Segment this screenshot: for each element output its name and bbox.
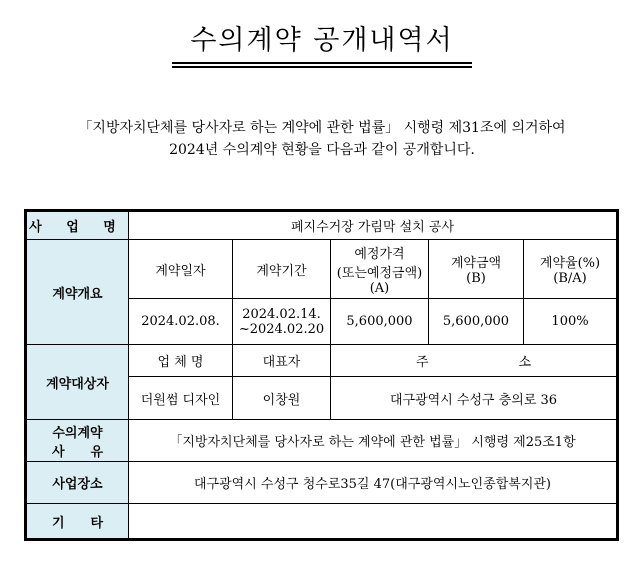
value-address: 대구광역시 수성구 충의로 36	[331, 377, 618, 420]
header-contract-rate: 계약율(%) (B/A)	[524, 240, 618, 299]
etc-value	[129, 504, 618, 540]
value-contract-period: 2024.02.14. ~2024.02.20	[233, 299, 331, 345]
value-representative: 이창원	[233, 377, 331, 420]
value-contract-date: 2024.02.08.	[129, 299, 233, 345]
header-company: 업 체 명	[129, 345, 233, 377]
party-label: 계약대상자	[26, 345, 129, 420]
header-contract-date: 계약일자	[129, 240, 233, 299]
intro-line-2: 2024년 수의계약 현황을 다음과 같이 공개합니다.	[169, 142, 475, 158]
intro-line-1: 「지방자치단체를 당사자로 하는 계약에 관한 법률」 시행령 제31조에 의거하여	[78, 120, 566, 136]
etc-label: 기 타	[26, 504, 129, 540]
overview-label: 계약개요	[26, 240, 129, 345]
project-value: 폐지수거장 가림막 설치 공사	[129, 211, 618, 240]
header-estimated-price: 예정가격 (또는예정금액) (A)	[331, 240, 429, 299]
title-underline	[172, 62, 472, 64]
contract-table	[24, 209, 619, 541]
page-title: 수의계약 공개내역서	[190, 25, 454, 56]
title-underline-2	[172, 66, 472, 68]
reason-label: 수의계약 사 유	[26, 420, 129, 462]
value-contract-amount: 5,600,000	[429, 299, 524, 345]
value-contract-rate: 100%	[524, 299, 618, 345]
value-company: 더원썸 디자인	[129, 377, 233, 420]
place-label: 사업장소	[26, 462, 129, 504]
header-address: 주 소	[331, 345, 618, 377]
reason-value: 「지방자치단체를 당사자로 하는 계약에 관한 법률」 시행령 제25조1항	[129, 420, 618, 462]
header-contract-amount: 계약금액 (B)	[429, 240, 524, 299]
value-estimated-price: 5,600,000	[331, 299, 429, 345]
project-label: 사 업 명	[26, 211, 129, 240]
place-value: 대구광역시 수성구 청수로35길 47(대구광역시노인종합복지관)	[129, 462, 618, 504]
header-representative: 대표자	[233, 345, 331, 377]
intro-text	[0, 117, 644, 161]
header-contract-period: 계약기간	[233, 240, 331, 299]
